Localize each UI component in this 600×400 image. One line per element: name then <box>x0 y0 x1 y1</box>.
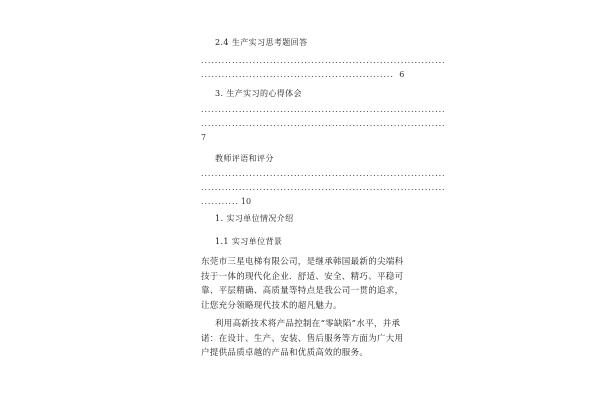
toc-entry-title: 教师评语和评分 <box>215 154 274 163</box>
toc-dot-leader-with-page <box>201 196 251 207</box>
toc-page-number: 6 <box>399 70 405 79</box>
toc-dot-leader: ....................................................................... <box>201 169 446 178</box>
body-paragraph: 利用高新技术将产品控制在“零缺陷”水平，并承诺：在设计、生产、安装、售后服务等方面为广大用户提供品质卓越的产品和优质高效的服务。 <box>201 319 404 358</box>
toc-dot-leader: ....................................................................... <box>201 105 446 114</box>
body-paragraph: 东莞市三星电梯有限公司，是继承韩国最新的尖端科技于一体的现代化企业．舒适、安全、精巧、平稳可靠、平层精确、高质量等特点是我公司一贯的追求，让您充分领略现代技术的超凡魅力。 <box>201 257 404 311</box>
toc-entry-title: 3. 生产实习的心得体会 <box>215 89 302 98</box>
toc-dot-leader: ....................................................................... <box>201 56 446 65</box>
toc-dot-leader: ........................................................ <box>201 70 398 79</box>
toc-dot-leader: ....................................................................... <box>201 119 446 128</box>
toc-dot-leader: ........... <box>201 197 239 206</box>
toc-dot-leader: ....................................................................... <box>201 183 446 192</box>
section-heading: 1. 实习单位情况介绍 <box>215 214 294 223</box>
toc-entry-title: 2.4 生产实习思考题回答 <box>215 38 308 47</box>
toc-dot-leader-with-page <box>201 69 404 80</box>
toc-page-number: 7 <box>201 133 207 142</box>
subsection-heading: 1.1 实习单位背景 <box>215 237 283 246</box>
toc-page-number: 10 <box>240 197 252 206</box>
